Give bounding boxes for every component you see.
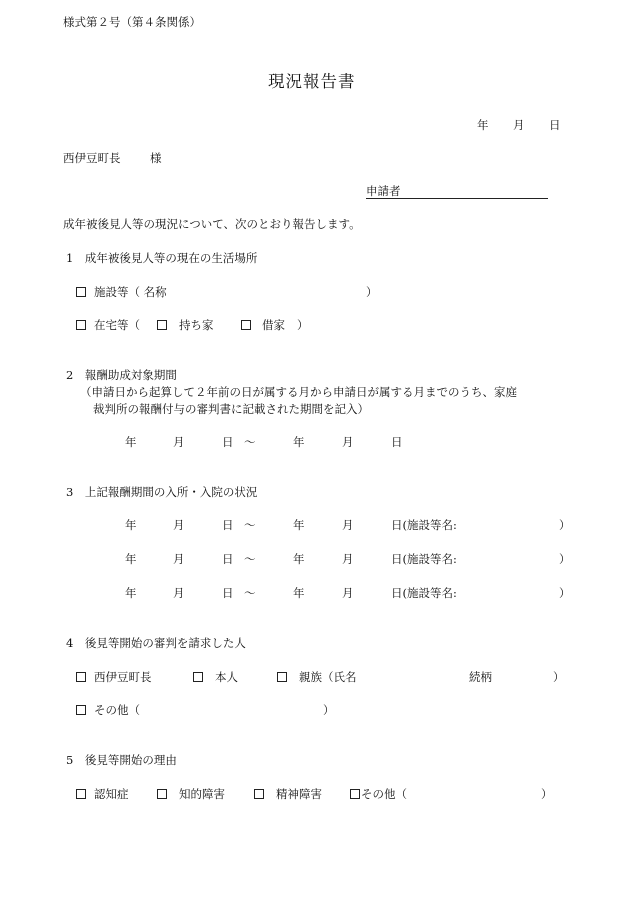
form-number: 様式第２号（第４条関係） (63, 15, 201, 29)
other-reason-close: ） (541, 787, 553, 801)
relative-label: 親族（氏名 (299, 670, 357, 684)
dementia-checkbox[interactable] (76, 789, 86, 801)
checkbox[interactable] (350, 789, 360, 799)
admission-tilde: ～ (244, 518, 256, 532)
admission-start-day: 日 (222, 586, 234, 600)
page-title: 現況報告書 (268, 72, 356, 91)
intro-text: 成年被後見人等の現況について、次のとおり報告します。 (63, 217, 361, 231)
admission-end-year: 年 (293, 586, 305, 600)
section1-heading: 1 成年被後見人等の現在の生活場所 (66, 251, 258, 265)
admission-tilde: ～ (244, 586, 256, 600)
admission-facility-label: 日(施設等名: (391, 586, 457, 600)
checkbox[interactable] (157, 320, 167, 330)
facility-close: ） (366, 285, 378, 299)
period-end-day: 日 (391, 435, 403, 449)
admission-start-day: 日 (222, 518, 234, 532)
admission-start-day: 日 (222, 552, 234, 566)
checkbox[interactable] (241, 320, 251, 330)
admission-start-month: 月 (173, 518, 185, 532)
relative-close: ） (553, 670, 565, 684)
admission-end-year: 年 (293, 552, 305, 566)
section5-heading: 5 後見等開始の理由 (66, 753, 177, 767)
period-end-year: 年 (293, 435, 305, 449)
rental-label: 借家 (262, 318, 285, 332)
admission-close: ） (559, 586, 571, 600)
rental-checkbox[interactable] (241, 320, 251, 332)
period-start-day: 日 (222, 435, 234, 449)
self-label: 本人 (215, 670, 238, 684)
admission-start-month: 月 (173, 586, 185, 600)
intellectual-checkbox[interactable] (157, 789, 167, 801)
admission-start-year: 年 (125, 552, 137, 566)
section3-heading: 3 上記報酬期間の入所・入院の状況 (66, 485, 258, 499)
admission-end-month: 月 (342, 518, 354, 532)
admission-start-year: 年 (125, 586, 137, 600)
applicant-label: 申請者 (366, 184, 401, 198)
section2-heading: 2 報酬助成対象期間 (66, 368, 177, 382)
self-checkbox[interactable] (193, 672, 203, 684)
facility-label: 施設等（ 名称 (94, 285, 167, 299)
admission-facility-label: 日(施設等名: (391, 552, 457, 566)
mental-label: 精神障害 (276, 787, 322, 801)
admission-end-month: 月 (342, 586, 354, 600)
checkbox[interactable] (76, 789, 86, 799)
other-requester-close: ） (323, 703, 335, 717)
checkbox[interactable] (76, 287, 86, 297)
section2-note-line1: （申請日から起算して２年前の日が属する月から申請日が属する月までのうち、家庭 (80, 385, 517, 399)
home-label: 在宅等（ (94, 318, 140, 332)
own-house-checkbox[interactable] (157, 320, 167, 332)
own-house-label: 持ち家 (179, 318, 214, 332)
checkbox[interactable] (157, 789, 167, 799)
relationship-label: 続柄 (469, 670, 492, 684)
section4-heading: 4 後見等開始の審判を請求した人 (66, 636, 246, 650)
date-year-label: 年 (477, 118, 489, 132)
mayor-label: 西伊豆町長 (94, 670, 152, 684)
admission-tilde: ～ (244, 552, 256, 566)
other-requester-checkbox[interactable] (76, 705, 86, 717)
relative-checkbox[interactable] (277, 672, 287, 684)
dementia-label: 認知症 (94, 787, 129, 801)
applicant-signature-line[interactable] (366, 198, 548, 199)
date-month-label: 月 (513, 118, 525, 132)
home-checkbox-row[interactable] (76, 320, 86, 332)
admission-start-year: 年 (125, 518, 137, 532)
admission-start-month: 月 (173, 552, 185, 566)
period-tilde: ～ (244, 435, 256, 449)
mental-checkbox[interactable] (254, 789, 264, 801)
facility-checkbox-row[interactable] (76, 287, 86, 299)
admission-facility-label: 日(施設等名: (391, 518, 457, 532)
home-close: ） (297, 318, 309, 332)
admission-close: ） (559, 518, 571, 532)
date-day-label: 日 (549, 118, 561, 132)
checkbox[interactable] (76, 320, 86, 330)
period-end-month: 月 (342, 435, 354, 449)
other-reason-label: その他（ (361, 787, 407, 801)
mayor-checkbox[interactable] (76, 672, 86, 684)
period-start-year: 年 (125, 435, 137, 449)
checkbox[interactable] (277, 672, 287, 682)
addressee-name: 西伊豆町長 (63, 151, 121, 165)
other-requester-label: その他（ (94, 703, 140, 717)
section2-note-line2: 裁判所の報酬付与の審判書に記載された期間を記入） (93, 402, 369, 416)
period-start-month: 月 (173, 435, 185, 449)
checkbox[interactable] (76, 672, 86, 682)
other-reason-checkbox[interactable] (350, 789, 360, 801)
intellectual-label: 知的障害 (179, 787, 225, 801)
admission-close: ） (559, 552, 571, 566)
admission-end-month: 月 (342, 552, 354, 566)
checkbox[interactable] (193, 672, 203, 682)
checkbox[interactable] (76, 705, 86, 715)
admission-end-year: 年 (293, 518, 305, 532)
checkbox[interactable] (254, 789, 264, 799)
addressee-honorific: 様 (150, 151, 162, 165)
